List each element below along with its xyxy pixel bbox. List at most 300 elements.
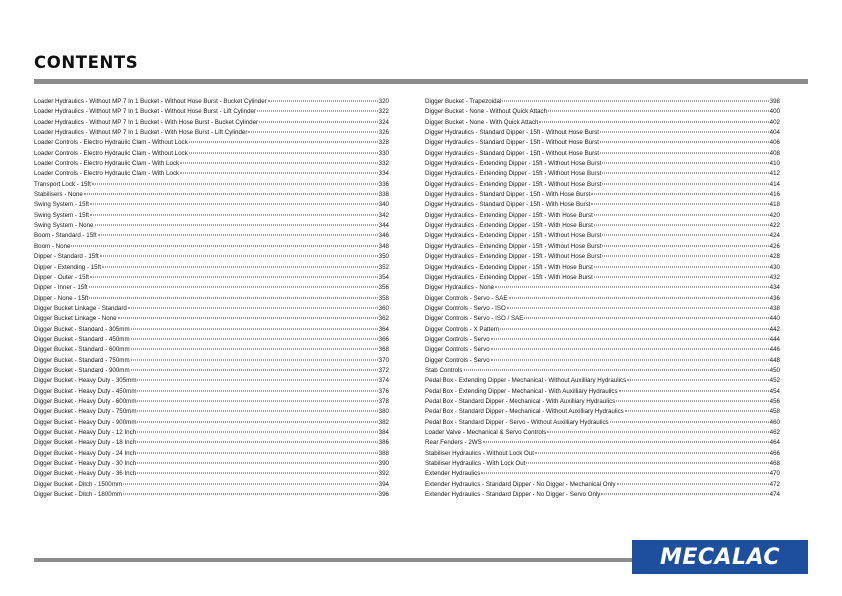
toc-entry-title: Swing System - None bbox=[34, 222, 94, 230]
toc-entry-title: Boom - Standard - 15ft bbox=[34, 232, 97, 240]
toc-entry-title: Digger Hydraulics - Extending Dipper - 15ft - Without Hose Burst bbox=[425, 170, 602, 178]
toc-page-number: 432 bbox=[769, 273, 780, 281]
toc-page-number: 330 bbox=[378, 149, 389, 157]
toc-dot-leader bbox=[137, 442, 378, 443]
toc-entry-title: Digger Bucket - Heavy Duty - 18 Inch bbox=[34, 439, 137, 447]
toc-entry[interactable] bbox=[425, 294, 780, 304]
toc-entry[interactable] bbox=[425, 325, 780, 335]
toc-dot-leader bbox=[526, 463, 768, 464]
toc-page-number: 430 bbox=[769, 263, 780, 271]
toc-entry-title: Pedal Box - Extending Dipper - Mechanical - Without Auxilliary Hydraulics bbox=[425, 377, 627, 385]
toc-entry[interactable] bbox=[425, 242, 780, 252]
toc-page-number: 326 bbox=[378, 129, 389, 137]
toc-entry-title: Digger Controls - Servo - SAE bbox=[425, 294, 508, 302]
brand-logo-text: MECALAC bbox=[659, 544, 781, 570]
toc-dot-leader bbox=[602, 183, 768, 184]
toc-page-number: 438 bbox=[769, 304, 780, 312]
toc-entry[interactable] bbox=[34, 231, 389, 241]
toc-dot-leader bbox=[137, 411, 377, 412]
toc-entry-title: Extender Hydraulics - Standard Dipper - No Digger - Servo Only bbox=[425, 491, 601, 499]
toc-entry[interactable] bbox=[34, 221, 389, 231]
toc-page-number: 374 bbox=[378, 377, 389, 385]
toc-entry[interactable] bbox=[34, 128, 389, 138]
toc-entry-title: Digger Bucket - Standard - 600mm bbox=[34, 346, 130, 354]
toc-entry-title: Loader Hydraulics - Without MP 7 In 1 Bucket - Without Hose Burst - Bucket Cylinder bbox=[34, 98, 267, 105]
toc-entry-title: Digger Bucket - Ditch - 1500mm bbox=[34, 480, 123, 488]
toc-entry-title: Digger Bucket - Heavy Duty - 600mm bbox=[34, 397, 137, 405]
toc-page-number: 364 bbox=[378, 325, 389, 333]
toc-page-number: 466 bbox=[769, 449, 780, 457]
toc-entry-title: Loader Controls - Electro Hydraulic Clam - Without Lock bbox=[34, 139, 188, 147]
toc-entry-title: Loader Hydraulics - Without MP 7 In 1 Bucket - With Hose Burst - Bucket Cylinder bbox=[34, 118, 259, 126]
toc-page-number: 378 bbox=[378, 397, 389, 405]
toc-dot-leader bbox=[259, 121, 378, 122]
toc-dot-leader bbox=[89, 287, 378, 288]
toc-entry-title: Digger Hydraulics - Extending Dipper - 15ft - With Hose Burst bbox=[425, 263, 593, 271]
toc-entry[interactable] bbox=[425, 169, 780, 179]
toc-entry-title: Digger Hydraulics - Extending Dipper - 15ft - With Hose Burst bbox=[425, 222, 593, 230]
toc-dot-leader bbox=[137, 380, 377, 381]
toc-entry[interactable] bbox=[34, 190, 389, 200]
toc-entry[interactable] bbox=[34, 242, 389, 252]
toc-dot-leader bbox=[131, 349, 378, 350]
toc-entry-title: Loader Hydraulics - Without MP 7 In 1 Bucket - With Hose Burst - Lift Cylinder bbox=[34, 129, 248, 137]
toc-page-number: 396 bbox=[378, 491, 389, 499]
toc-page-number: 398 bbox=[769, 98, 780, 105]
toc-entry-title: Digger Hydraulics - Standard Dipper - 15ft - Without Hose Burst bbox=[425, 129, 600, 137]
toc-page-number: 426 bbox=[769, 242, 780, 250]
toc-entry-title: Digger Hydraulics - Standard Dipper - 15ft - With Hose Burst bbox=[425, 191, 591, 199]
toc-dot-leader bbox=[248, 132, 377, 133]
toc-dot-leader bbox=[123, 483, 378, 484]
toc-entry[interactable] bbox=[34, 252, 389, 262]
toc-dot-leader bbox=[137, 432, 378, 433]
toc-page-number: 332 bbox=[378, 160, 389, 168]
toc-entry-title: Dipper - Standard - 15ft bbox=[34, 253, 99, 261]
toc-entry[interactable] bbox=[34, 335, 389, 345]
toc-entry-title: Digger Bucket - Heavy Duty - 305mm bbox=[34, 377, 137, 385]
toc-entry-title: Digger Hydraulics - Extending Dipper - 15ft - Without Hose Burst bbox=[425, 253, 602, 261]
toc-dot-leader bbox=[491, 349, 769, 350]
toc-page-number: 358 bbox=[378, 294, 389, 302]
toc-entry-title: Loader Valve - Mechanical & Servo Controls bbox=[425, 429, 547, 436]
toc-dot-leader bbox=[268, 101, 378, 102]
toc-page-number: 354 bbox=[378, 273, 389, 281]
toc-page-number: 472 bbox=[769, 480, 780, 488]
title-divider bbox=[34, 79, 808, 84]
toc-entry[interactable] bbox=[34, 211, 389, 221]
toc-entry[interactable] bbox=[34, 273, 389, 283]
toc-entry-title: Stabiliser Hydraulics - Without Lock Out bbox=[425, 449, 535, 457]
toc-page-number: 328 bbox=[378, 139, 389, 147]
toc-entry[interactable] bbox=[425, 200, 780, 210]
toc-dot-leader bbox=[535, 452, 769, 453]
toc-dot-leader bbox=[491, 359, 769, 360]
toc-page-number: 380 bbox=[378, 408, 389, 416]
toc-entry-title: Digger Hydraulics - Extending Dipper - 15ft - Without Hose Burst bbox=[425, 232, 602, 240]
toc-page-number: 416 bbox=[769, 191, 780, 199]
toc-page-number: 422 bbox=[769, 222, 780, 230]
toc-entry[interactable] bbox=[425, 180, 780, 190]
toc-dot-leader bbox=[483, 442, 769, 443]
toc-entry[interactable] bbox=[34, 263, 389, 273]
toc-dot-leader bbox=[95, 225, 378, 226]
toc-page-number: 408 bbox=[769, 149, 780, 157]
toc-page-number: 444 bbox=[769, 335, 780, 343]
toc-entry[interactable] bbox=[34, 449, 389, 459]
toc-entry-title: Extender Hydraulics bbox=[425, 470, 481, 478]
toc-entry[interactable] bbox=[425, 438, 780, 448]
toc-page-number: 448 bbox=[769, 356, 780, 364]
toc-entry[interactable] bbox=[425, 345, 780, 355]
toc-entry-title: Digger Hydraulics - Standard Dipper - 15ft - With Hose Burst bbox=[425, 201, 591, 209]
toc-page-number: 464 bbox=[769, 439, 780, 447]
toc-entry[interactable] bbox=[425, 149, 780, 159]
toc-entry-title: Digger Controls - Servo - ISO bbox=[425, 304, 506, 312]
toc-page-number: 440 bbox=[769, 315, 780, 323]
toc-page-number: 384 bbox=[378, 429, 389, 436]
toc-entry[interactable] bbox=[34, 480, 389, 490]
toc-entry-title: Digger Bucket - Heavy Duty - 12 Inch bbox=[34, 429, 137, 436]
toc-entry-title: Digger Bucket Linkage - None bbox=[34, 315, 117, 323]
toc-page-number: 458 bbox=[769, 408, 780, 416]
toc-dot-leader bbox=[131, 338, 378, 339]
toc-dot-leader bbox=[137, 390, 377, 391]
toc-page-number: 462 bbox=[769, 429, 780, 436]
toc-page-number: 436 bbox=[769, 294, 780, 302]
toc-entry-title: Loader Controls - Electro Hydraulic Clam - With Lock bbox=[34, 170, 180, 178]
toc-page-number: 392 bbox=[378, 470, 389, 478]
toc-entry-title: Pedal Box - Standard Dipper - Mechanical - Without Auxilliary Hydraulics bbox=[425, 408, 624, 416]
toc-entry[interactable] bbox=[425, 490, 780, 500]
toc-dot-leader bbox=[180, 173, 378, 174]
toc-entry[interactable] bbox=[34, 159, 389, 169]
toc-page-number: 400 bbox=[769, 108, 780, 116]
toc-page-number: 352 bbox=[378, 263, 389, 271]
toc-entry[interactable] bbox=[34, 418, 389, 428]
toc-dot-leader bbox=[137, 400, 377, 401]
toc-entry[interactable] bbox=[425, 304, 780, 314]
toc-dot-leader bbox=[92, 183, 378, 184]
toc-entry[interactable] bbox=[425, 407, 780, 417]
toc-dot-leader bbox=[491, 338, 769, 339]
toc-page-number: 350 bbox=[378, 253, 389, 261]
toc-dot-leader bbox=[601, 494, 768, 495]
toc-entry-title: Stabilisers - None bbox=[34, 191, 83, 199]
toc-entry-title: Digger Hydraulics - Extending Dipper - 15ft - With Hose Burst bbox=[425, 273, 593, 281]
toc-entry[interactable] bbox=[425, 97, 780, 107]
toc-page-number: 346 bbox=[378, 232, 389, 240]
toc-dot-leader bbox=[524, 318, 768, 319]
toc-entry-title: Dipper - None - 15ft bbox=[34, 294, 89, 302]
toc-entry-title: Digger Controls - X Pattern bbox=[425, 325, 500, 333]
toc-dot-leader bbox=[84, 194, 378, 195]
toc-page-number: 404 bbox=[769, 129, 780, 137]
toc-entry[interactable] bbox=[425, 283, 780, 293]
toc-entry[interactable] bbox=[425, 273, 780, 283]
toc-entry[interactable] bbox=[34, 469, 389, 479]
toc-dot-leader bbox=[180, 163, 378, 164]
toc-entry-title: Digger Hydraulics - Extending Dipper - 15ft - Without Hose Burst bbox=[425, 242, 602, 250]
toc-entry-title: Extender Hydraulics - Standard Dipper - No Digger - Mechanical Only bbox=[425, 480, 616, 488]
toc-entry-title: Pedal Box - Extending Dipper - Mechanical - With Auxilliary Hydraulics bbox=[425, 387, 618, 395]
toc-entry-title: Digger Bucket - Heavy Duty - 900mm bbox=[34, 418, 137, 426]
toc-page-number: 342 bbox=[378, 211, 389, 219]
toc-entry[interactable] bbox=[425, 231, 780, 241]
toc-entry-title: Digger Bucket - Heavy Duty - 24 Inch bbox=[34, 449, 137, 457]
toc-entry[interactable] bbox=[425, 211, 780, 221]
toc-entry[interactable] bbox=[34, 283, 389, 293]
toc-dot-leader bbox=[594, 214, 769, 215]
toc-entry[interactable] bbox=[425, 376, 780, 386]
toc-entry-title: Digger Bucket - Heavy Duty - 450mm bbox=[34, 387, 137, 395]
toc-page-number: 428 bbox=[769, 253, 780, 261]
toc-page-number: 366 bbox=[378, 335, 389, 343]
toc-page-number: 320 bbox=[378, 98, 389, 105]
toc-entry[interactable] bbox=[425, 314, 780, 324]
toc-entry[interactable] bbox=[425, 118, 780, 128]
toc-entry[interactable] bbox=[34, 304, 389, 314]
toc-entry[interactable] bbox=[34, 490, 389, 500]
toc-page-number: 454 bbox=[769, 387, 780, 395]
toc-entry-title: Digger Hydraulics - Extending Dipper - 15ft - Without Hose Burst bbox=[425, 160, 602, 168]
toc-dot-leader bbox=[89, 297, 377, 298]
toc-entry[interactable] bbox=[425, 190, 780, 200]
toc-page-number: 456 bbox=[769, 397, 780, 405]
toc-page-number: 368 bbox=[378, 346, 389, 354]
toc-entry[interactable] bbox=[425, 418, 780, 428]
toc-page-number: 414 bbox=[769, 180, 780, 188]
toc-entry[interactable] bbox=[34, 407, 389, 417]
toc-page-number: 424 bbox=[769, 232, 780, 240]
toc-page-number: 410 bbox=[769, 160, 780, 168]
toc-dot-leader bbox=[100, 256, 378, 257]
toc-entry[interactable] bbox=[34, 397, 389, 407]
toc-page-number: 442 bbox=[769, 325, 780, 333]
toc-entry-title: Digger Bucket Linkage - Standard bbox=[34, 304, 127, 312]
toc-entry[interactable] bbox=[425, 387, 780, 397]
toc-entry-title: Stab Controls bbox=[425, 366, 463, 374]
toc-dot-leader bbox=[98, 235, 378, 236]
toc-entry-title: Loader Controls - Electro Hydraulic Clam - With Lock bbox=[34, 160, 180, 168]
toc-entry[interactable] bbox=[34, 459, 389, 469]
toc-entry[interactable] bbox=[34, 138, 389, 148]
toc-entry[interactable] bbox=[34, 314, 389, 324]
toc-entry[interactable] bbox=[34, 294, 389, 304]
toc-entry-title: Digger Controls - Servo - ISO / SAE bbox=[425, 315, 524, 323]
toc-dot-leader bbox=[257, 111, 378, 112]
toc-dot-leader bbox=[90, 214, 378, 215]
toc-entry-title: Digger Bucket - Standard - 750mm bbox=[34, 356, 130, 364]
toc-entry[interactable] bbox=[425, 263, 780, 273]
toc-page-number: 434 bbox=[769, 284, 780, 292]
toc-dot-leader bbox=[128, 307, 378, 308]
toc-entry-title: Digger Controls - Servo bbox=[425, 356, 490, 364]
toc-entry[interactable] bbox=[34, 118, 389, 128]
toc-page-number: 370 bbox=[378, 356, 389, 364]
toc-page-number: 360 bbox=[378, 304, 389, 312]
toc-page-number: 468 bbox=[769, 460, 780, 468]
toc-dot-leader bbox=[619, 390, 769, 391]
toc-dot-leader bbox=[594, 276, 769, 277]
toc-dot-leader bbox=[600, 132, 769, 133]
toc-entry-title: Digger Bucket - Ditch - 1800mm bbox=[34, 491, 123, 499]
toc-column-right bbox=[425, 97, 780, 500]
toc-dot-leader bbox=[507, 307, 769, 308]
toc-entry[interactable] bbox=[34, 325, 389, 335]
toc-entry[interactable] bbox=[34, 180, 389, 190]
toc-page-number: 344 bbox=[378, 222, 389, 230]
toc-entry-title: Digger Bucket - Heavy Duty - 30 Inch bbox=[34, 460, 137, 468]
toc-page-number: 446 bbox=[769, 346, 780, 354]
toc-entry-title: Pedal Box - Standard Dipper - Servo - Without Auxilliary Hydraulics bbox=[425, 418, 609, 426]
toc-entry[interactable] bbox=[425, 221, 780, 231]
toc-dot-leader bbox=[539, 121, 768, 122]
toc-entry[interactable] bbox=[34, 97, 389, 107]
toc-entry[interactable] bbox=[425, 397, 780, 407]
toc-dot-leader bbox=[602, 163, 768, 164]
toc-entry[interactable] bbox=[425, 449, 780, 459]
toc-entry-title: Digger Bucket - None - With Quick Attach bbox=[425, 118, 539, 126]
toc-entry[interactable] bbox=[34, 438, 389, 448]
toc-dot-leader bbox=[625, 411, 769, 412]
toc-page-number: 340 bbox=[378, 201, 389, 209]
toc-page-number: 372 bbox=[378, 366, 389, 374]
toc-page-number: 322 bbox=[378, 108, 389, 116]
footer-divider bbox=[34, 558, 634, 562]
page-title: CONTENTS bbox=[34, 53, 139, 72]
toc-entry-title: Stabiliser Hydraulics - With Lock Out bbox=[425, 460, 526, 468]
toc-entry[interactable] bbox=[34, 107, 389, 117]
toc-entry[interactable] bbox=[425, 469, 780, 479]
toc-entry[interactable] bbox=[34, 200, 389, 210]
toc-dot-leader bbox=[137, 421, 377, 422]
toc-dot-leader bbox=[464, 369, 769, 370]
toc-entry[interactable] bbox=[425, 159, 780, 169]
toc-entry[interactable] bbox=[34, 169, 389, 179]
toc-entry[interactable] bbox=[34, 387, 389, 397]
toc-entry[interactable] bbox=[34, 345, 389, 355]
toc-page-number: 402 bbox=[769, 118, 780, 126]
toc-dot-leader bbox=[137, 473, 378, 474]
toc-entry-title: Digger Bucket - Trapezoidal bbox=[425, 98, 502, 105]
toc-dot-leader bbox=[189, 142, 378, 143]
toc-entry-title: Digger Controls - Servo bbox=[425, 335, 490, 343]
toc-entry[interactable] bbox=[425, 335, 780, 345]
toc-entry[interactable] bbox=[425, 459, 780, 469]
toc-entry-title: Dipper - Inner - 15ft bbox=[34, 284, 88, 292]
toc-page-number: 362 bbox=[378, 315, 389, 323]
toc-entry-title: Digger Hydraulics - Extending Dipper - 15ft - Without Hose Burst bbox=[425, 180, 602, 188]
toc-entry[interactable] bbox=[425, 138, 780, 148]
toc-dot-leader bbox=[131, 369, 378, 370]
toc-entry-title: Swing System - 15ft bbox=[34, 201, 90, 209]
toc-entry[interactable] bbox=[425, 480, 780, 490]
toc-dot-leader bbox=[131, 359, 378, 360]
toc-entry-title: Digger Bucket - Standard - 900mm bbox=[34, 366, 130, 374]
toc-dot-leader bbox=[548, 111, 769, 112]
toc-page-number: 336 bbox=[378, 180, 389, 188]
toc-dot-leader bbox=[90, 276, 378, 277]
toc-page-number: 412 bbox=[769, 170, 780, 178]
toc-entry-title: Loader Hydraulics - Without MP 7 In 1 Bucket - Without Hose Burst - Lift Cylinder bbox=[34, 108, 257, 116]
toc-dot-leader bbox=[131, 328, 378, 329]
toc-entry[interactable] bbox=[34, 376, 389, 386]
toc-page-number: 450 bbox=[769, 366, 780, 374]
toc-entry-title: Swing System - 15ft bbox=[34, 211, 90, 219]
toc-dot-leader bbox=[594, 266, 769, 267]
toc-entry[interactable] bbox=[425, 428, 780, 438]
toc-page-number: 474 bbox=[769, 491, 780, 499]
toc-dot-leader bbox=[594, 225, 769, 226]
toc-entry-title: Rear Fenders - 2WS bbox=[425, 439, 482, 447]
toc-entry-title: Digger Bucket - Standard - 305mm bbox=[34, 325, 130, 333]
toc-entry[interactable] bbox=[425, 366, 780, 376]
toc-entry-title: Pedal Box - Standard Dipper - Mechanical - With Auxilliary Hydraulics bbox=[425, 397, 616, 405]
toc-entry-title: Digger Hydraulics - None bbox=[425, 284, 495, 292]
toc-page-number: 394 bbox=[378, 480, 389, 488]
toc-dot-leader bbox=[118, 318, 378, 319]
toc-page-number: 418 bbox=[769, 201, 780, 209]
toc-page-number: 420 bbox=[769, 211, 780, 219]
toc-entry-title: Digger Hydraulics - Standard Dipper - 15ft - Without Hose Burst bbox=[425, 149, 600, 157]
toc-entry-title: Digger Bucket - Heavy Duty - 750mm bbox=[34, 408, 137, 416]
toc-entry-title: Digger Bucket - Heavy Duty - 36 Inch bbox=[34, 470, 137, 478]
toc-dot-leader bbox=[602, 256, 768, 257]
toc-dot-leader bbox=[602, 235, 768, 236]
toc-page-number: 324 bbox=[378, 118, 389, 126]
toc-entry-title: Loader Controls - Electro Hydraulic Clam - Without Lock bbox=[34, 149, 188, 157]
toc-dot-leader bbox=[71, 245, 377, 246]
toc-entry[interactable] bbox=[34, 366, 389, 376]
toc-dot-leader bbox=[137, 463, 378, 464]
toc-dot-leader bbox=[602, 173, 768, 174]
toc-entry[interactable] bbox=[425, 128, 780, 138]
toc-page-number: 334 bbox=[378, 170, 389, 178]
toc-page-number: 470 bbox=[769, 470, 780, 478]
toc-entry[interactable] bbox=[34, 356, 389, 366]
toc-page-number: 406 bbox=[769, 139, 780, 147]
toc-dot-leader bbox=[102, 266, 378, 267]
toc-dot-leader bbox=[600, 142, 769, 143]
toc-dot-leader bbox=[509, 297, 769, 298]
toc-entry-title: Dipper - Outer - 15ft bbox=[34, 273, 90, 281]
toc-column-left bbox=[34, 97, 389, 500]
toc-dot-leader bbox=[500, 328, 768, 329]
toc-entry[interactable] bbox=[34, 149, 389, 159]
toc-dot-leader bbox=[591, 204, 768, 205]
toc-entry[interactable] bbox=[425, 107, 780, 117]
toc-dot-leader bbox=[90, 204, 378, 205]
toc-page-number: 390 bbox=[378, 460, 389, 468]
brand-logo bbox=[632, 540, 808, 574]
toc-dot-leader bbox=[610, 421, 769, 422]
toc-entry[interactable] bbox=[34, 428, 389, 438]
toc-entry-title: Digger Hydraulics - Extending Dipper - 15ft - With Hose Burst bbox=[425, 211, 593, 219]
toc-dot-leader bbox=[495, 287, 769, 288]
toc-entry[interactable] bbox=[425, 252, 780, 262]
toc-page-number: 338 bbox=[378, 191, 389, 199]
toc-page-number: 452 bbox=[769, 377, 780, 385]
toc-entry[interactable] bbox=[425, 356, 780, 366]
toc-dot-leader bbox=[502, 101, 768, 102]
toc-entry-title: Digger Bucket - Standard - 450mm bbox=[34, 335, 130, 343]
toc-dot-leader bbox=[123, 494, 378, 495]
toc-entry-title: Dipper - Extending - 15ft bbox=[34, 263, 102, 271]
toc-entry-title: Boom - None bbox=[34, 242, 71, 250]
toc-entry-title: Digger Hydraulics - Standard Dipper - 15ft - Without Hose Burst bbox=[425, 139, 600, 147]
toc-page-number: 388 bbox=[378, 449, 389, 457]
